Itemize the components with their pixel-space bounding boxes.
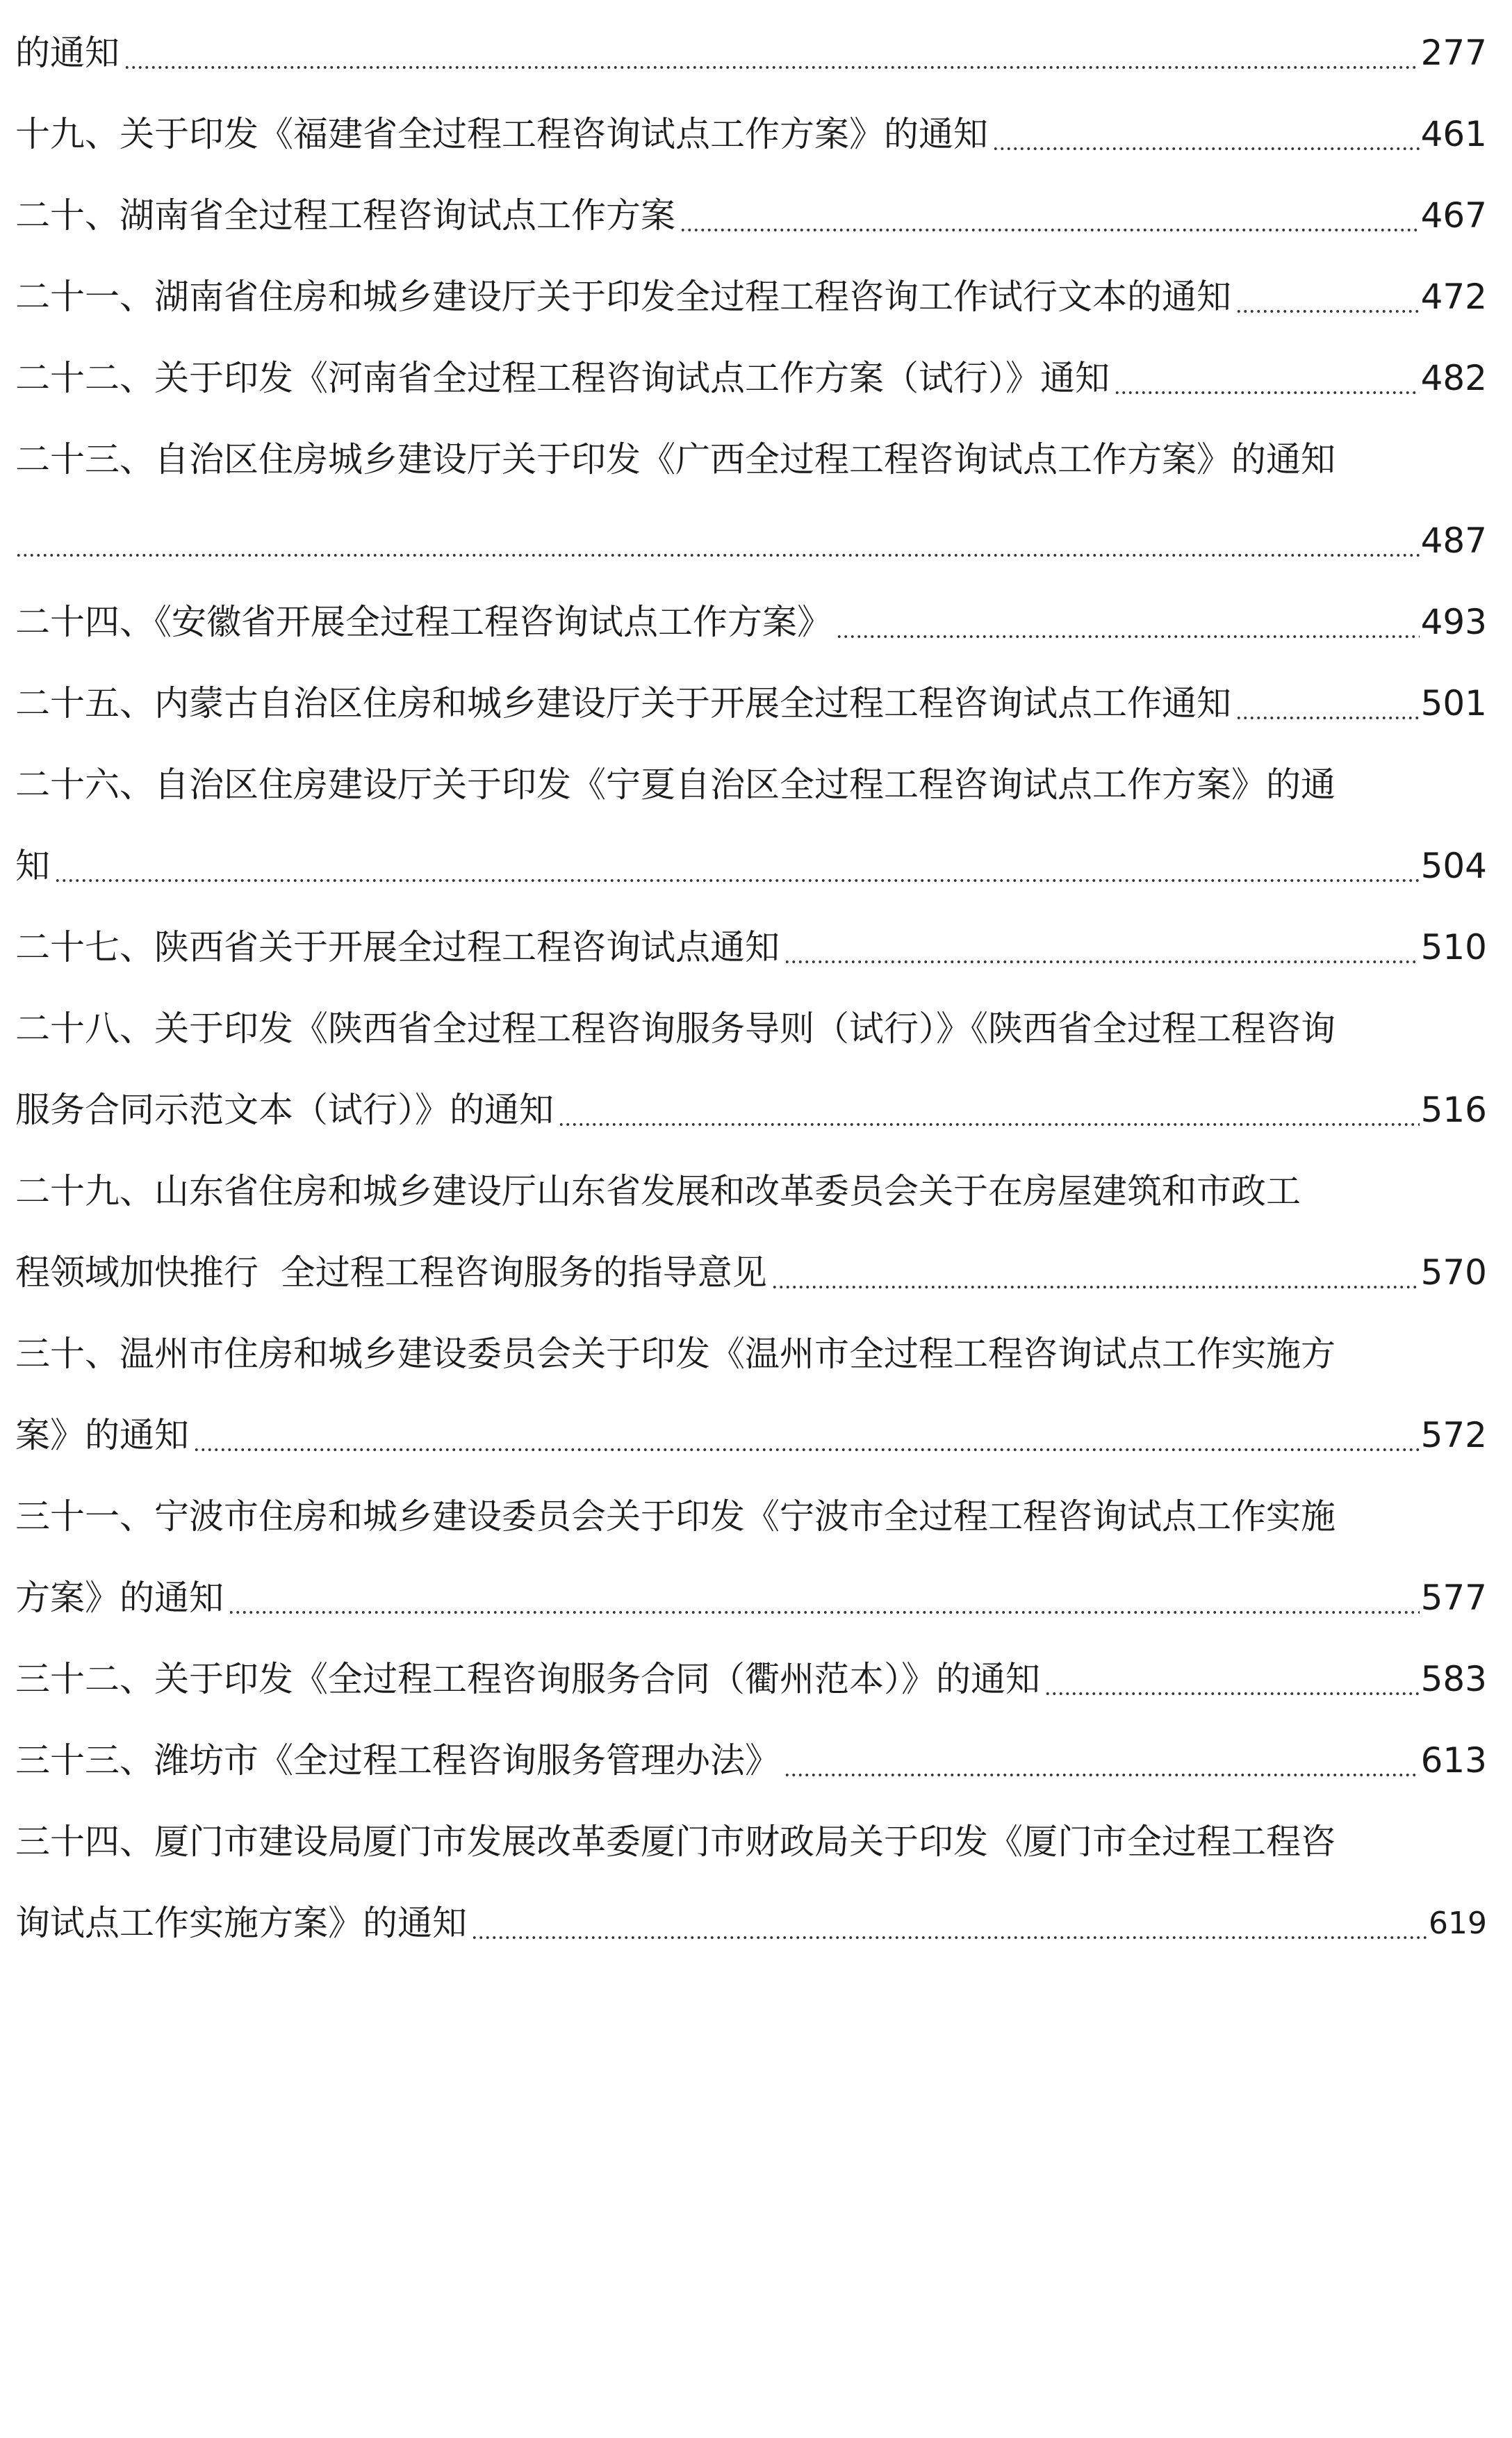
- toc-entry-title: 三十四、厦门市建设局厦门市发展改革委厦门市财政局关于印发《厦门市全过程工程咨: [15, 1822, 1336, 1862]
- toc-entry-title: 三十一、宁波市住房和城乡建设委员会关于印发《宁波市全过程工程咨询试点工作实施: [15, 1496, 1336, 1537]
- dot-leader: [193, 1421, 1420, 1453]
- toc-page-number: 487: [1420, 521, 1487, 561]
- toc-entry-title: 三十三、潍坊市《全过程工程咨询服务管理办法》: [15, 1740, 780, 1781]
- toc-entry-34-continued: [15, 1883, 1487, 1964]
- toc-page-number: 504: [1420, 846, 1487, 886]
- toc-page-number: 472: [1420, 277, 1487, 317]
- toc-page-number: 570: [1420, 1252, 1487, 1293]
- toc-entry-30-continued: [15, 1395, 1487, 1476]
- toc-entry-30: [15, 1314, 1487, 1395]
- toc-entry-23: [15, 419, 1487, 500]
- dot-leader: [558, 1095, 1420, 1127]
- dot-leader: [771, 1258, 1420, 1290]
- dot-leader: [124, 38, 1420, 70]
- toc-page-number: 613: [1420, 1740, 1487, 1781]
- dot-leader: [15, 526, 1420, 558]
- toc-entry-title: 三十二、关于印发《全过程工程咨询服务合同（衢州范本）》的通知: [15, 1659, 1040, 1699]
- toc-entry-28-continued: [15, 1070, 1487, 1151]
- toc-entry-title: 程领域加快推行 全过程工程咨询服务的指导意见: [15, 1252, 767, 1293]
- toc-entry-33: [15, 1720, 1487, 1801]
- toc-page-number: 277: [1420, 33, 1487, 73]
- toc-entry-23-continued: [15, 500, 1487, 582]
- toc-entry-34: [15, 1801, 1487, 1883]
- dot-leader: [784, 1746, 1420, 1778]
- toc-page-number: 493: [1420, 602, 1487, 642]
- toc-entry-22: [15, 338, 1487, 419]
- toc-entry-title: 二十一、湖南省住房和城乡建设厅关于印发全过程工程咨询工作试行文本的通知: [15, 277, 1231, 317]
- toc-entry-19: [15, 94, 1487, 175]
- toc-entry-26: [15, 744, 1487, 826]
- toc-page-number: 510: [1420, 927, 1487, 967]
- toc-entry-27: [15, 907, 1487, 988]
- toc-entry-title: 二十二、关于印发《河南省全过程工程咨询试点工作方案（试行）》通知: [15, 358, 1110, 398]
- toc-page-number: 577: [1420, 1578, 1487, 1618]
- toc-entry-21: [15, 256, 1487, 338]
- toc-entry-title: 二十四、《安徽省开展全过程工程咨询试点工作方案》: [15, 602, 832, 642]
- toc-entry-title: 二十八、关于印发《陕西省全过程工程咨询服务导则（试行）》《陕西省全过程工程咨询: [15, 1008, 1336, 1049]
- toc-entry-26-continued: [15, 826, 1487, 907]
- dot-leader: [228, 1583, 1420, 1615]
- toc-page-number: 482: [1420, 358, 1487, 398]
- toc-entry-29-continued: [15, 1232, 1487, 1314]
- toc-page-number: 516: [1420, 1090, 1487, 1130]
- dot-leader: [471, 1908, 1427, 1940]
- toc-entry-31: [15, 1476, 1487, 1557]
- toc-entry-title: 二十三、自治区住房城乡建设厅关于印发《广西全过程工程咨询试点工作方案》的通知: [15, 439, 1336, 480]
- toc-entry-title: 询试点工作实施方案》的通知: [15, 1903, 467, 1943]
- toc-entry-title: 二十、湖南省全过程工程咨询试点工作方案: [15, 195, 675, 236]
- toc-page-number: 619: [1429, 1906, 1487, 1941]
- toc-entry-title: 案》的通知: [15, 1415, 189, 1455]
- toc-entry-title: 的通知: [15, 33, 120, 73]
- dot-leader: [680, 201, 1420, 233]
- toc-entry-25: [15, 663, 1487, 744]
- toc-entry-32: [15, 1639, 1487, 1720]
- toc-entry-29: [15, 1151, 1487, 1232]
- table-of-contents: [15, 13, 1487, 1964]
- dot-leader: [836, 607, 1420, 639]
- toc-page-number: 583: [1420, 1659, 1487, 1699]
- dot-leader: [1235, 689, 1420, 721]
- toc-page-number: 467: [1420, 195, 1487, 236]
- dot-leader: [54, 851, 1420, 883]
- toc-entry-title: 三十、温州市住房和城乡建设委员会关于印发《温州市全过程工程咨询试点工作实施方: [15, 1334, 1336, 1374]
- toc-page-number: 501: [1420, 683, 1487, 723]
- dot-leader: [1114, 363, 1420, 395]
- toc-entry-continued: [15, 13, 1487, 94]
- toc-page-number: 461: [1420, 114, 1487, 154]
- dot-leader: [784, 933, 1420, 965]
- toc-entry-title: 二十七、陕西省关于开展全过程工程咨询试点通知: [15, 927, 780, 967]
- toc-page-number: 572: [1420, 1415, 1487, 1455]
- toc-entry-24: [15, 582, 1487, 663]
- toc-entry-title: 方案》的通知: [15, 1578, 224, 1618]
- toc-entry-20: [15, 175, 1487, 256]
- toc-entry-title: 二十九、山东省住房和城乡建设厅山东省发展和改革委员会关于在房屋建筑和市政工: [15, 1171, 1301, 1211]
- toc-entry-28: [15, 988, 1487, 1070]
- toc-entry-title: 二十五、内蒙古自治区住房和城乡建设厅关于开展全过程工程咨询试点工作通知: [15, 683, 1231, 723]
- toc-entry-title: 十九、关于印发《福建省全过程工程咨询试点工作方案》的通知: [15, 114, 988, 154]
- toc-entry-title: 服务合同示范文本（试行）》的通知: [15, 1090, 554, 1130]
- toc-entry-title: 知: [15, 846, 50, 886]
- dot-leader: [1235, 282, 1420, 314]
- dot-leader: [992, 120, 1420, 152]
- toc-entry-31-continued: [15, 1557, 1487, 1639]
- dot-leader: [1044, 1664, 1420, 1696]
- toc-entry-title: 二十六、自治区住房建设厅关于印发《宁夏自治区全过程工程咨询试点工作方案》的通: [15, 764, 1336, 805]
